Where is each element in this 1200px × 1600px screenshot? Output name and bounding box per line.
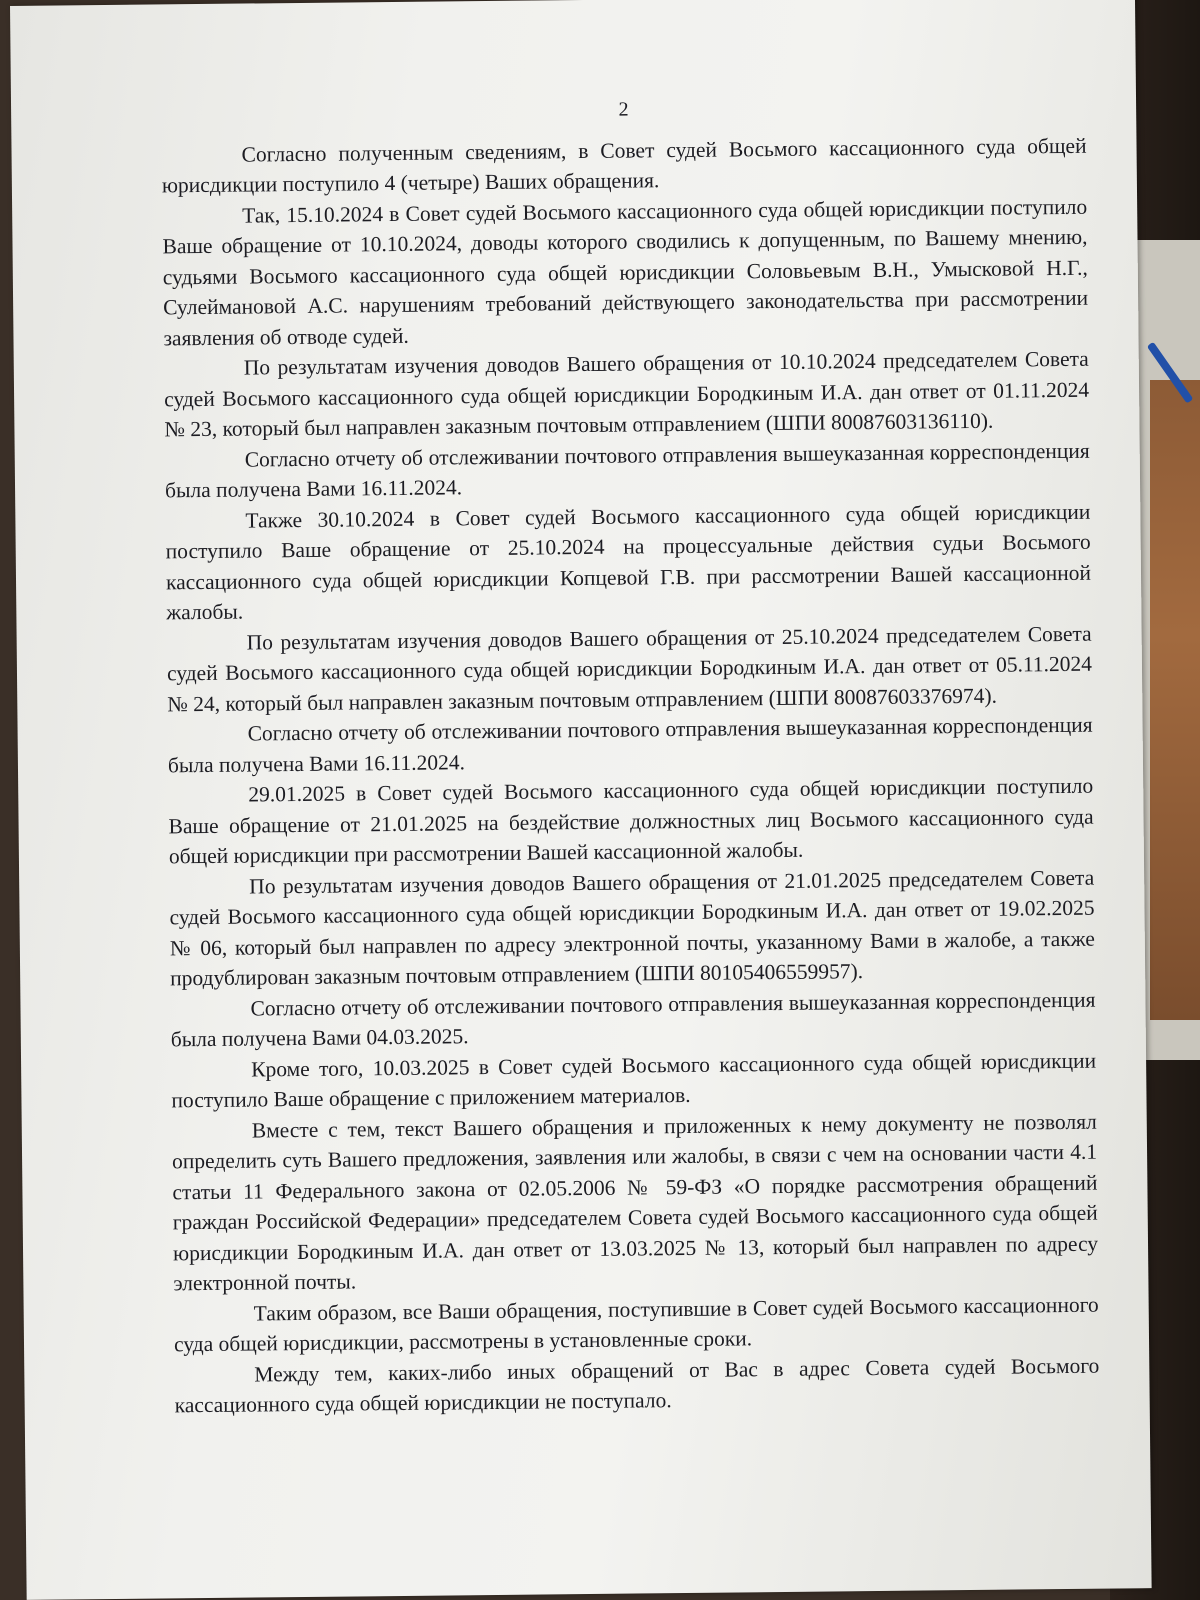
paragraph: Согласно отчету об отслеживании почтового отправления вышеуказанная корреспонденция была получена Вами 16.11.2024.	[164, 438, 1090, 503]
paragraph: По результатам изучения доводов Вашего обращения от 21.01.2025 председателем Совета судей Восьмого кассационного суда общей юрисдикции Бородкиным И.А. дан ответ от 19.02.2025 № 06, который был направлен по адресу электронной почты, указанному Вами в жалобе, а также продублирован заказным почтовым отправлением (ШПИ 80105406559957).	[169, 865, 1095, 991]
paragraph: Также 30.10.2024 в Совет судей Восьмого кассационного суда общей юрисдикции поступило Ваше обращение от 25.10.2024 на процессуальные действия судьи Восьмого кассационного суда общей юрисдикции Копцевой Г.В. при рассмотрении Вашей кассационной жалобы.	[165, 499, 1092, 625]
paragraph: Кроме того, 10.03.2025 в Совет судей Восьмого кассационного суда общей юрисдикции поступило Ваше обращение с приложением материалов.	[171, 1048, 1097, 1113]
paragraph: Согласно отчету об отслеживании почтового отправления вышеуказанная корреспонденция была получена Вами 04.03.2025.	[170, 987, 1096, 1052]
paragraph: Согласно полученным сведениям, в Совет судей Восьмого кассационного суда общей юрисдикции поступило 4 (четыре) Ваших обращения.	[161, 133, 1087, 198]
paragraph: По результатам изучения доводов Вашего обращения от 10.10.2024 председателем Совета судей Восьмого кассационного суда общей юрисдикции Бородкиным И.А. дан ответ от 01.11.2024 № 23, который был направлен заказным почтовым отправлением (ШПИ 80087603136110).	[163, 346, 1090, 442]
paragraph: Между тем, каких-либо иных обращений от Вас в адрес Совета судей Восьмого кассационного суда общей юрисдикции не поступало.	[174, 1353, 1100, 1418]
paragraph: Вместе с тем, текст Вашего обращения и приложенных к нему документу не позволял определить суть Вашего предложения, заявления или жалобы, в связи с чем на основании части 4.1 статьи 11 Федерального закона от 02.05.2006 № 59-ФЗ «О порядке рассмотрения обращений граждан Российской Федерации» председателем Совета судей Восьмого кассационного суда общей юрисдикции Бородкиным И.А. дан ответ от 13.03.2025 № 13, который был направлен по адресу электронной почты.	[171, 1109, 1099, 1296]
paragraph: Согласно отчету об отслеживании почтового отправления вышеуказанная корреспонденция была получена Вами 16.11.2024.	[167, 712, 1093, 777]
paragraph: Так, 15.10.2024 в Совет судей Восьмого кассационного суда общей юрисдикции поступило Ваше обращение от 10.10.2024, доводы которого сводились к допущенным, по Вашему мнению, судьями Восьмого кассационного суда общей юрисдикции Соловьевым В.Н., Умысковой Н.Г., Сулеймановой А.С. нарушениям требований действующего законодательства при рассмотрении заявления об отводе судей.	[162, 194, 1089, 350]
page-number: 2	[618, 98, 629, 121]
document-page	[10, 0, 1152, 1600]
desk-wood-edge	[1150, 380, 1200, 1020]
paragraph: По результатам изучения доводов Вашего обращения от 25.10.2024 председателем Совета судей Восьмого кассационного суда общей юрисдикции Бородкиным И.А. дан ответ от 05.11.2024 № 24, который был направлен заказным почтовым отправлением (ШПИ 80087603376974).	[166, 621, 1093, 716]
paragraph: Таким образом, все Ваши обращения, поступившие в Совет судей Восьмого кассационного суда общей юрисдикции, рассмотрены в установленные сроки.	[173, 1292, 1099, 1357]
paragraph: 29.01.2025 в Совет судей Восьмого кассационного суда общей юрисдикции поступило Ваше обращение от 21.01.2025 на бездействие должностных лиц Восьмого кассационного суда общей юрисдикции при рассмотрении Вашей кассационной жалобы.	[168, 773, 1094, 869]
document-body	[161, 90, 1100, 1421]
